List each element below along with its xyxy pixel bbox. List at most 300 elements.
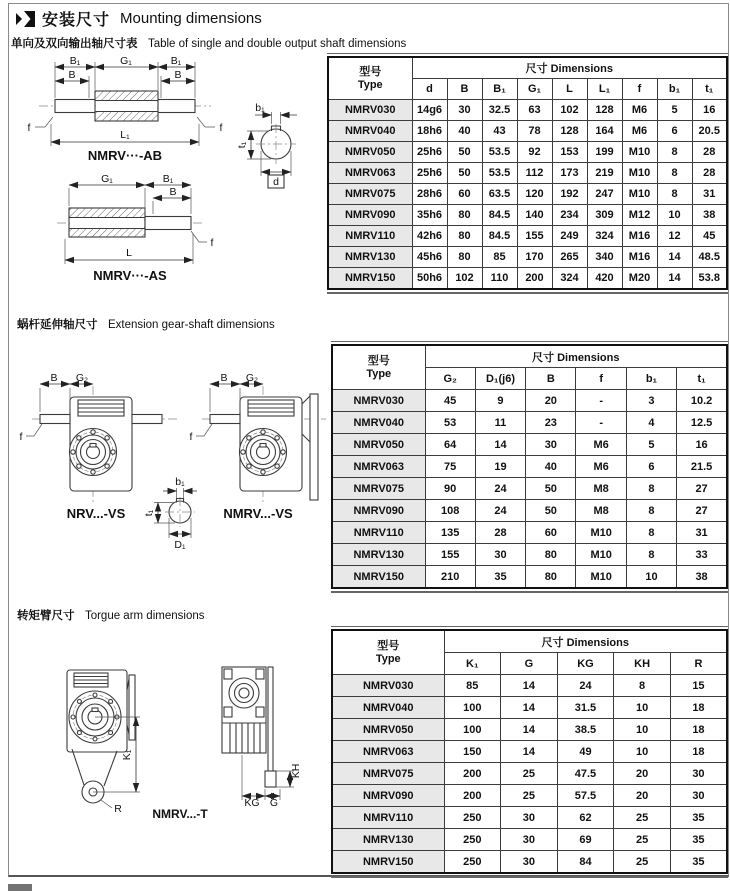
column-header-cell: d: [412, 79, 447, 100]
type-cell: NMRV030: [332, 675, 444, 697]
value-cell: 42h6: [412, 226, 447, 247]
value-cell: 164: [587, 121, 622, 142]
value-cell: -: [576, 390, 626, 412]
type-cell: NMRV110: [328, 226, 412, 247]
table-row: [332, 434, 727, 456]
value-cell: M10: [576, 544, 626, 566]
value-cell: M10: [622, 163, 657, 184]
type-cell: NMRV150: [332, 851, 444, 874]
column-header-cell: f: [576, 368, 626, 390]
value-cell: M10: [576, 522, 626, 544]
value-cell: 8: [657, 142, 692, 163]
table-row: [328, 247, 727, 268]
value-cell: M20: [622, 268, 657, 290]
column-header-cell: KG: [557, 653, 614, 675]
type-cell: NMRV075: [332, 478, 425, 500]
dims-header-cell: [412, 57, 727, 79]
value-cell: 234: [552, 205, 587, 226]
value-cell: 35: [670, 851, 727, 874]
value-cell: 30: [670, 785, 727, 807]
type-header-cell: [328, 57, 412, 100]
type-cell: NMRV063: [332, 741, 444, 763]
value-cell: 63: [517, 100, 552, 121]
drawing-caption-nmrv-vs: NMRV...-VS: [223, 506, 293, 521]
value-cell: 10.2: [677, 390, 727, 412]
value-cell: 32.5: [482, 100, 517, 121]
value-cell: M10: [622, 184, 657, 205]
value-cell: 112: [517, 163, 552, 184]
value-cell: 80: [447, 205, 482, 226]
drawing-caption-t: NMRV...-T: [152, 807, 208, 821]
table-row: [332, 763, 727, 785]
table-row: [328, 163, 727, 184]
value-cell: 28: [692, 142, 727, 163]
value-cell: 155: [425, 544, 475, 566]
torque-arm-dimensions-table: [331, 629, 728, 874]
value-cell: 31: [677, 522, 727, 544]
value-cell: 28h6: [412, 184, 447, 205]
value-cell: 40: [447, 121, 482, 142]
dim-label-g1: G₁: [120, 55, 132, 67]
column-header-cell: f: [622, 79, 657, 100]
table-row: [332, 851, 727, 874]
value-cell: -: [576, 412, 626, 434]
value-cell: 30: [447, 100, 482, 121]
value-cell: 12.5: [677, 412, 727, 434]
value-cell: 90: [425, 478, 475, 500]
dim-label-t1: t₁: [236, 141, 248, 149]
value-cell: M12: [622, 205, 657, 226]
dims-header-en: Dimensions: [550, 63, 613, 75]
value-cell: 30: [475, 544, 525, 566]
dim-label-g1: G₁: [101, 173, 113, 185]
value-cell: 53.8: [692, 268, 727, 290]
type-cell: NMRV075: [328, 184, 412, 205]
dim-label-b: B: [174, 69, 182, 81]
value-cell: M6: [622, 121, 657, 142]
type-header-en: Type: [375, 652, 401, 665]
value-cell: 128: [552, 121, 587, 142]
table-row: [328, 268, 727, 290]
value-cell: 135: [425, 522, 475, 544]
value-cell: 250: [444, 807, 501, 829]
dim-label-f: f: [189, 431, 193, 443]
section3-title-en: Torgue arm dimensions: [84, 610, 205, 622]
table-row: [328, 121, 727, 142]
type-cell: NMRV040: [332, 697, 444, 719]
value-cell: 20.5: [692, 121, 727, 142]
dim-label-b1: B₁: [170, 55, 182, 67]
torque-arm-drawing: [12, 645, 330, 885]
value-cell: 200: [444, 763, 501, 785]
value-cell: 20: [614, 763, 671, 785]
value-cell: 8: [614, 675, 671, 697]
value-cell: 48.5: [692, 247, 727, 268]
type-cell: NMRV063: [332, 456, 425, 478]
value-cell: 200: [517, 268, 552, 290]
value-cell: 20: [526, 390, 576, 412]
extension-shaft-table-wrap: [331, 341, 728, 593]
value-cell: 27: [677, 500, 727, 522]
table-row: [332, 807, 727, 829]
value-cell: 78: [517, 121, 552, 142]
table-row: [332, 456, 727, 478]
page-header: [16, 7, 262, 30]
value-cell: 108: [425, 500, 475, 522]
dim-label-d: d: [273, 176, 279, 188]
value-cell: 31: [692, 184, 727, 205]
value-cell: 128: [587, 100, 622, 121]
section3-title-zh: 转矩臂尺寸: [17, 610, 75, 622]
value-cell: 50: [447, 142, 482, 163]
column-header-cell: K₁: [444, 653, 501, 675]
dim-label-k1: K₁: [121, 749, 133, 761]
value-cell: 27: [677, 478, 727, 500]
value-cell: 10: [626, 566, 676, 589]
value-cell: 24: [475, 500, 525, 522]
column-header-cell: B₁: [482, 79, 517, 100]
value-cell: 25: [501, 763, 558, 785]
table-row: [332, 522, 727, 544]
value-cell: 25: [614, 851, 671, 874]
value-cell: 85: [444, 675, 501, 697]
dim-label-l1: L₁: [120, 129, 130, 141]
value-cell: 84.5: [482, 205, 517, 226]
value-cell: 35: [670, 829, 727, 851]
table-row: [328, 205, 727, 226]
type-header-en: Type: [366, 367, 392, 380]
value-cell: 47.5: [557, 763, 614, 785]
value-cell: M6: [622, 100, 657, 121]
value-cell: 250: [444, 851, 501, 874]
value-cell: 420: [587, 268, 622, 290]
table-row: [332, 675, 727, 697]
value-cell: 16: [677, 434, 727, 456]
value-cell: 102: [447, 268, 482, 290]
value-cell: 199: [587, 142, 622, 163]
dim-label-b: B: [169, 186, 177, 198]
value-cell: 69: [557, 829, 614, 851]
value-cell: 60: [526, 522, 576, 544]
column-header-cell: D₁(j6): [475, 368, 525, 390]
value-cell: 84: [557, 851, 614, 874]
value-cell: 45h6: [412, 247, 447, 268]
value-cell: 28: [692, 163, 727, 184]
column-header-cell: G₁: [517, 79, 552, 100]
value-cell: 21.5: [677, 456, 727, 478]
value-cell: 11: [475, 412, 525, 434]
value-cell: M16: [622, 226, 657, 247]
table-header-row: [332, 345, 727, 368]
value-cell: M8: [576, 500, 626, 522]
table-row: [328, 100, 727, 121]
type-cell: NMRV130: [332, 829, 444, 851]
value-cell: 18: [670, 741, 727, 763]
value-cell: 45: [692, 226, 727, 247]
type-header-cell: [332, 630, 444, 675]
extension-shaft-dimensions-table: [331, 344, 728, 589]
value-cell: 14: [501, 697, 558, 719]
table-header-row: [328, 57, 727, 79]
value-cell: 25: [501, 785, 558, 807]
value-cell: 14: [501, 675, 558, 697]
value-cell: 16: [692, 100, 727, 121]
dim-label-kh: KH: [290, 763, 302, 779]
dims-header-zh: 尺寸: [525, 63, 548, 75]
value-cell: 110: [482, 268, 517, 290]
page-title-en: Mounting dimensions: [120, 10, 262, 27]
value-cell: 12: [657, 226, 692, 247]
type-cell: NMRV050: [332, 434, 425, 456]
type-cell: NMRV063: [328, 163, 412, 184]
column-header-cell: G₂: [425, 368, 475, 390]
column-header-cell: R: [670, 653, 727, 675]
table-row: [332, 719, 727, 741]
value-cell: 6: [626, 456, 676, 478]
column-header-cell: L₁: [587, 79, 622, 100]
table-row: [328, 226, 727, 247]
value-cell: 8: [626, 500, 676, 522]
section2-title: [17, 315, 275, 333]
dim-label-b1: B₁: [69, 55, 81, 67]
value-cell: 20: [614, 785, 671, 807]
value-cell: 102: [552, 100, 587, 121]
value-cell: 14: [501, 719, 558, 741]
value-cell: 25: [614, 829, 671, 851]
value-cell: 100: [444, 697, 501, 719]
dims-header-cell: [425, 345, 727, 368]
type-cell: NMRV150: [332, 566, 425, 589]
type-cell: NMRV110: [332, 522, 425, 544]
value-cell: 57.5: [557, 785, 614, 807]
section2-title-en: Extension gear-shaft dimensions: [107, 319, 275, 331]
value-cell: 85: [482, 247, 517, 268]
type-cell: NMRV030: [328, 100, 412, 121]
value-cell: 35h6: [412, 205, 447, 226]
value-cell: 53.5: [482, 163, 517, 184]
type-cell: NMRV075: [332, 763, 444, 785]
table-row: [328, 184, 727, 205]
value-cell: 249: [552, 226, 587, 247]
type-cell: NMRV130: [332, 544, 425, 566]
extension-shaft-drawing: [12, 352, 330, 590]
value-cell: 14g6: [412, 100, 447, 121]
dim-label-r: R: [114, 803, 122, 815]
value-cell: 30: [501, 851, 558, 874]
value-cell: M6: [576, 434, 626, 456]
dim-label-b: B: [68, 69, 76, 81]
value-cell: M6: [576, 456, 626, 478]
column-header-cell: B: [526, 368, 576, 390]
type-header-en: Type: [357, 78, 383, 91]
value-cell: 5: [626, 434, 676, 456]
value-cell: 35: [670, 807, 727, 829]
value-cell: 5: [657, 100, 692, 121]
dim-label-t1: t₁: [143, 509, 155, 517]
type-cell: NMRV050: [332, 719, 444, 741]
value-cell: 80: [526, 544, 576, 566]
type-cell: NMRV030: [332, 390, 425, 412]
value-cell: 92: [517, 142, 552, 163]
output-shaft-dimensions-table: [327, 56, 728, 290]
value-cell: 60: [447, 184, 482, 205]
type-header-zh: 型号: [367, 354, 390, 367]
dim-label-f: f: [219, 122, 223, 134]
type-header-cell: [332, 345, 425, 390]
value-cell: 170: [517, 247, 552, 268]
value-cell: 80: [526, 566, 576, 589]
value-cell: M8: [576, 478, 626, 500]
value-cell: 18: [670, 697, 727, 719]
dim-label-g: G: [269, 797, 279, 809]
section1-title-en: Table of single and double output shaft dimensions: [147, 38, 407, 50]
value-cell: 24: [557, 675, 614, 697]
value-cell: 14: [501, 741, 558, 763]
value-cell: 155: [517, 226, 552, 247]
value-cell: 8: [626, 522, 676, 544]
dim-label-b: B: [220, 372, 228, 384]
dims-header-en: Dimensions: [566, 636, 629, 649]
value-cell: 10: [657, 205, 692, 226]
value-cell: 30: [501, 829, 558, 851]
table-row: [332, 697, 727, 719]
value-cell: 8: [657, 184, 692, 205]
table-header-row: [332, 630, 727, 653]
value-cell: 49: [557, 741, 614, 763]
value-cell: 192: [552, 184, 587, 205]
dim-label-f: f: [19, 431, 23, 443]
value-cell: M10: [576, 566, 626, 589]
value-cell: 80: [447, 226, 482, 247]
value-cell: 10: [614, 719, 671, 741]
dims-header-zh: 尺寸: [532, 351, 555, 364]
value-cell: 25h6: [412, 142, 447, 163]
value-cell: 14: [657, 247, 692, 268]
value-cell: 24: [475, 478, 525, 500]
value-cell: 30: [501, 807, 558, 829]
type-cell: NMRV040: [328, 121, 412, 142]
value-cell: 6: [657, 121, 692, 142]
column-header-cell: KH: [614, 653, 671, 675]
value-cell: 8: [657, 163, 692, 184]
table-row: [328, 142, 727, 163]
column-header-cell: b₁: [626, 368, 676, 390]
value-cell: 10: [614, 741, 671, 763]
value-cell: 18h6: [412, 121, 447, 142]
value-cell: 10: [614, 697, 671, 719]
value-cell: M16: [622, 247, 657, 268]
value-cell: 19: [475, 456, 525, 478]
value-cell: 50: [447, 163, 482, 184]
value-cell: 53.5: [482, 142, 517, 163]
value-cell: 30: [526, 434, 576, 456]
value-cell: 28: [475, 522, 525, 544]
value-cell: 62: [557, 807, 614, 829]
table-row: [332, 829, 727, 851]
column-header-cell: t₁: [677, 368, 727, 390]
value-cell: 75: [425, 456, 475, 478]
table-row: [332, 741, 727, 763]
value-cell: 8: [626, 478, 676, 500]
dim-label-b1: B₁: [162, 173, 174, 185]
value-cell: 153: [552, 142, 587, 163]
type-header-zh: 型号: [359, 65, 382, 78]
output-shaft-table-wrap: [327, 53, 728, 294]
value-cell: 150: [444, 741, 501, 763]
value-cell: M10: [622, 142, 657, 163]
type-header-zh: 型号: [377, 639, 400, 652]
type-cell: NMRV090: [332, 785, 444, 807]
value-cell: 9: [475, 390, 525, 412]
value-cell: 50: [526, 500, 576, 522]
column-header-cell: B: [447, 79, 482, 100]
table-row: [332, 544, 727, 566]
section3-title: [17, 606, 204, 624]
value-cell: 200: [444, 785, 501, 807]
output-shaft-drawing: [13, 54, 325, 302]
dims-header-cell: [444, 630, 727, 653]
type-cell: NMRV150: [328, 268, 412, 290]
value-cell: 30: [670, 763, 727, 785]
type-cell: NMRV110: [332, 807, 444, 829]
dim-label-f: f: [27, 122, 31, 134]
table-row: [332, 566, 727, 589]
value-cell: 18: [670, 719, 727, 741]
dim-label-g2: G₂: [245, 372, 259, 384]
value-cell: 38: [692, 205, 727, 226]
dim-label-l: L: [126, 247, 132, 259]
table-row: [332, 500, 727, 522]
value-cell: 120: [517, 184, 552, 205]
value-cell: 43: [482, 121, 517, 142]
section-marker-icon: [16, 11, 35, 27]
dims-header-zh: 尺寸: [541, 636, 564, 649]
drawing-caption-nrv-vs: NRV...-VS: [66, 506, 126, 521]
dim-label-g2: G₂: [75, 372, 89, 384]
value-cell: 40: [526, 456, 576, 478]
value-cell: 324: [587, 226, 622, 247]
dim-label-f: f: [210, 237, 214, 249]
type-cell: NMRV130: [328, 247, 412, 268]
value-cell: 63.5: [482, 184, 517, 205]
value-cell: 38.5: [557, 719, 614, 741]
type-cell: NMRV090: [332, 500, 425, 522]
page-title-zh: 安装尺寸: [42, 12, 111, 29]
type-cell: NMRV050: [328, 142, 412, 163]
value-cell: 250: [444, 829, 501, 851]
value-cell: 25h6: [412, 163, 447, 184]
value-cell: 15: [670, 675, 727, 697]
value-cell: 14: [657, 268, 692, 290]
type-cell: NMRV040: [332, 412, 425, 434]
dim-label-b1: b₁: [175, 476, 185, 488]
value-cell: 35: [475, 566, 525, 589]
column-header-cell: b₁: [657, 79, 692, 100]
dim-label-d1: D₁: [174, 539, 186, 551]
value-cell: 31.5: [557, 697, 614, 719]
value-cell: 100: [444, 719, 501, 741]
table-row: [332, 478, 727, 500]
value-cell: 140: [517, 205, 552, 226]
section2-title-zh: 蜗杆延伸轴尺寸: [17, 319, 98, 331]
value-cell: 64: [425, 434, 475, 456]
torque-arm-table-wrap: [331, 626, 728, 878]
column-header-cell: L: [552, 79, 587, 100]
value-cell: 80: [447, 247, 482, 268]
column-header-cell: t₁: [692, 79, 727, 100]
section1-title-zh: 单向及双向输出轴尺寸表: [11, 38, 138, 50]
value-cell: 173: [552, 163, 587, 184]
